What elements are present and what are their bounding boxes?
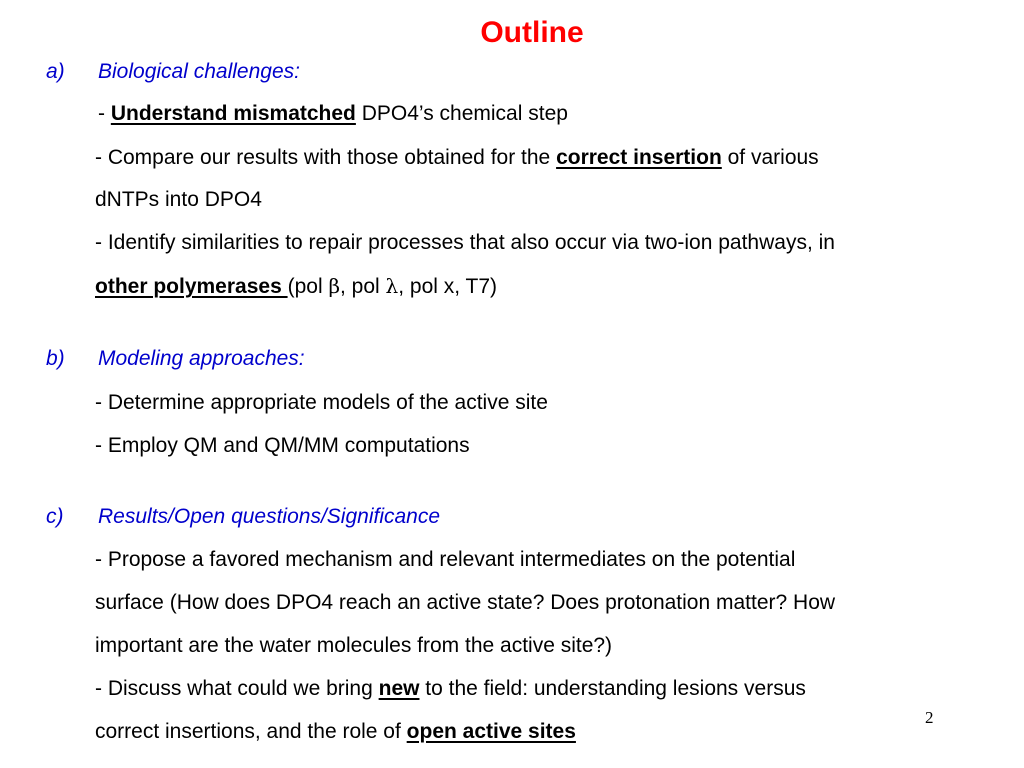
section-b-heading	[46, 347, 305, 371]
section-b-title: Modeling approaches:	[98, 347, 305, 370]
section-c-item-2-line-1	[95, 677, 806, 701]
emphasis-text: Understand mismatched	[110, 102, 356, 125]
section-c-heading	[46, 505, 440, 529]
text-segment: , pol x, T7)	[398, 275, 498, 298]
section-a-heading	[46, 60, 300, 84]
text-segment: , pol	[340, 275, 386, 298]
section-c-letter: c)	[46, 505, 64, 528]
section-a-item-3-line-2	[95, 274, 497, 299]
section-a-title: Biological challenges:	[98, 60, 300, 83]
page-number: 2	[925, 708, 934, 727]
section-b-item-2: - Employ QM and QM/MM computations	[95, 434, 470, 457]
text-segment: - Compare our results with those obtained for the	[95, 146, 557, 169]
slide-title: Outline	[480, 16, 584, 49]
section-a-item-2-line-2: dNTPs into DPO4	[95, 188, 262, 211]
emphasis-text: new	[378, 677, 420, 700]
text-segment: to the field: understanding lesions versus	[419, 677, 806, 700]
emphasis-text: correct insertion	[556, 146, 722, 169]
section-c-item-1-line-1: - Propose a favored mechanism and relevant intermediates on the potential	[95, 548, 796, 571]
section-c-item-2-line-2	[95, 720, 576, 744]
emphasis-text: other polymerases	[95, 275, 288, 298]
text-segment: -	[98, 102, 111, 125]
section-c-item-1-line-2: surface (How does DPO4 reach an active state? Does protonation matter? How	[95, 591, 836, 614]
section-a-letter: a)	[46, 60, 65, 83]
section-b-letter: b)	[46, 347, 65, 370]
section-c-title: Results/Open questions/Significance	[98, 505, 441, 528]
section-a-item-1	[98, 102, 568, 126]
text-segment: of various	[721, 146, 819, 169]
text-segment: - Discuss what could we bring	[95, 677, 379, 700]
lambda-symbol: λ	[385, 274, 399, 298]
section-c-item-1-line-3: important are the water molecules from the active site?)	[95, 634, 613, 657]
beta-symbol: β	[328, 274, 341, 298]
section-a-item-2-line-1	[95, 146, 819, 170]
emphasis-text: open active sites	[406, 720, 576, 743]
text-segment: DPO4’s chemical step	[355, 102, 568, 125]
section-a-item-3-line-1: - Identify similarities to repair processes that also occur via two-ion pathways, in	[95, 231, 835, 254]
section-b-item-1: - Determine appropriate models of the active site	[95, 391, 548, 414]
text-segment: correct insertions, and the role of	[95, 720, 407, 743]
text-segment: (pol	[287, 275, 329, 298]
